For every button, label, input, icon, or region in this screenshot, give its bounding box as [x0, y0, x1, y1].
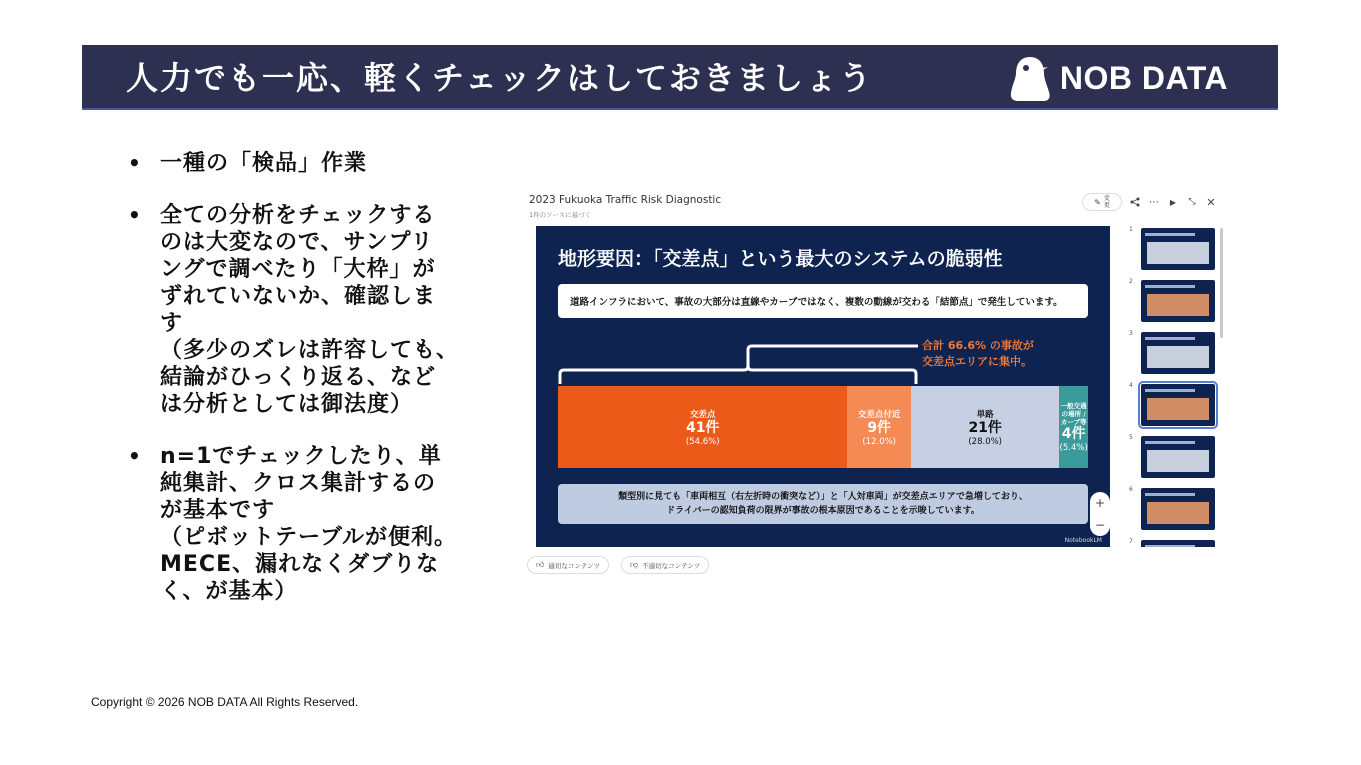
bullet-line: は分析としては御法度）: [160, 392, 414, 417]
bad-content-label: 不適切なコンテンツ: [642, 561, 701, 570]
bullet-line: のは大変なので、サンプリ: [160, 230, 434, 255]
bad-content-button[interactable]: [621, 556, 709, 574]
close-icon[interactable]: ✕: [1206, 195, 1216, 209]
bar-segment: [847, 386, 911, 468]
slide-thumbnail[interactable]: [1127, 382, 1222, 426]
good-content-button[interactable]: [527, 556, 609, 574]
bullet-line: n=1でチェックしたり、単: [160, 444, 442, 469]
notebooklm-brand: NotebookLM: [1064, 537, 1102, 544]
bullet-line: 結論がひっくり返る、など: [160, 365, 437, 390]
edit-label: 更: [1103, 202, 1110, 209]
thumbnail-content: [1147, 346, 1209, 368]
bullet-line: （ピボットテーブルが便利。: [160, 525, 458, 550]
segment-percent: (28.0%): [968, 436, 1002, 447]
bullet-line: 一種の「検品」作業: [160, 151, 368, 176]
bullet-line: ずれていないか、確認しま: [160, 284, 437, 309]
bullet-line: 全ての分析をチェックする: [160, 203, 436, 228]
thumbnail-image: [1141, 228, 1215, 270]
segment-count: 4件: [1061, 425, 1086, 442]
thumbnail-title-stripe: [1145, 493, 1195, 496]
segment-label: 単路: [976, 409, 994, 420]
pencil-icon: ✎: [1094, 197, 1101, 207]
segment-percent: (54.6%): [685, 436, 720, 447]
thumbnail-title-stripe: [1145, 441, 1195, 444]
thumbnail-content: [1147, 450, 1209, 472]
nob-data-logo: [1008, 55, 1228, 101]
penguin-icon: [1008, 55, 1052, 101]
zoom-in-button[interactable]: +: [1094, 496, 1106, 510]
thumbnail-number: 1: [1129, 226, 1133, 233]
slide-thumbnail[interactable]: [1127, 486, 1222, 530]
thumbnail-title-stripe: [1145, 545, 1195, 547]
thumbnail-image: [1141, 540, 1215, 547]
thumbnail-number: 3: [1129, 330, 1133, 337]
segment-label: 交差点付近: [857, 409, 901, 420]
bullet-line: が基本です: [160, 498, 276, 523]
bullet-line: （多少のズレは許容しても、: [160, 338, 460, 363]
bullet-list: [128, 150, 478, 630]
bullet-line: 純集計、クロス集計するの: [160, 471, 437, 496]
slide-title: 地形要因：「交差点」という最大のシステムの脆弱性: [558, 248, 1003, 270]
slide-thumbnail[interactable]: [1127, 434, 1222, 478]
thumbnail-content: [1147, 242, 1209, 264]
edit-label: 変: [1103, 195, 1110, 202]
good-content-label: 適切なコンテンツ: [548, 561, 601, 570]
slide-conclusion-box: [558, 484, 1088, 524]
bullet-marker: •: [128, 203, 141, 227]
bullet-text: [160, 443, 478, 605]
thumbnail-number: 7: [1129, 538, 1133, 545]
segment-count: 9件: [867, 419, 892, 436]
segment-percent: (12.0%): [862, 436, 896, 447]
edit-button[interactable]: [1082, 193, 1122, 211]
thumbnail-content: [1147, 502, 1209, 524]
bullet-text: [160, 150, 478, 177]
thumbnail-image: [1141, 280, 1215, 322]
notebook-viewer: [522, 188, 1224, 580]
callout-line: 合計 66.6% の事故が: [922, 339, 1034, 352]
slide-thumbnail[interactable]: [1127, 538, 1222, 547]
thumbnail-title-stripe: [1145, 389, 1195, 392]
bullet-marker: •: [128, 151, 141, 175]
bullet-item: [128, 443, 478, 605]
zoom-control: [1090, 492, 1110, 536]
callout-line: 交差点エリアに集中。: [922, 355, 1032, 368]
stacked-bar: [558, 386, 1088, 468]
bullet-marker: •: [128, 444, 141, 468]
segment-percent: (5.4%): [1059, 442, 1088, 453]
thumbnail-number: 4: [1129, 382, 1133, 389]
slide-thumbnails: [1127, 226, 1222, 547]
thumbnail-image: [1141, 488, 1215, 530]
bullet-line: MECE、漏れなくダブりな: [160, 552, 440, 577]
slide-summary-box: 道路インフラにおいて、事故の大部分は直線やカーブではなく、複数の動線が交わる「結節点」で発生しています。: [558, 284, 1088, 318]
header-banner: [82, 45, 1278, 110]
conclusion-line: ドライバーの認知負荷の限界が事故の根本原因であることを示唆しています。: [666, 506, 980, 516]
thumbnail-title-stripe: [1145, 285, 1195, 288]
segment-label: 交差点: [689, 409, 716, 420]
notebook-title: 2023 Fukuoka Traffic Risk Diagnostic: [529, 194, 722, 206]
zoom-out-button[interactable]: −: [1094, 518, 1106, 532]
source-count: 1件のソースに基づく: [529, 211, 592, 219]
share-icon[interactable]: [1128, 193, 1142, 211]
slide-thumbnail[interactable]: [1127, 226, 1222, 270]
intersection-bracket: [558, 344, 918, 384]
thumbnail-content: [1147, 398, 1209, 420]
logo-text: NOB DATA: [1059, 59, 1228, 96]
slide-thumbnail[interactable]: [1127, 278, 1222, 322]
thumbnail-number: 5: [1129, 434, 1133, 441]
bar-segment: [911, 386, 1059, 468]
thumbnail-image: [1141, 332, 1215, 374]
bullet-text: [160, 202, 478, 418]
thumbnail-number: 6: [1129, 486, 1133, 493]
bullet-item: [128, 150, 478, 177]
conclusion-line: 類型別に見ても「車両相互（右左折時の衝突など）」と「人対車両」が交差点エリアで急増しており、: [618, 492, 1028, 502]
thumbs-up-icon: 👍︎: [536, 560, 545, 569]
bullet-item: [128, 202, 478, 418]
bar-segment: [1059, 386, 1088, 468]
segment-count: 41件: [685, 419, 720, 436]
slide-preview: [536, 226, 1110, 547]
play-icon[interactable]: ▶: [1169, 197, 1177, 207]
slide-thumbnail[interactable]: [1127, 330, 1222, 374]
copyright: Copyright © 2026 NOB DATA All Rights Reserved.: [91, 695, 359, 709]
thumbnail-title-stripe: [1145, 233, 1195, 236]
bullet-line: く、が基本）: [160, 579, 298, 604]
thumbnail-image: [1141, 436, 1215, 478]
thumbnail-image: [1141, 384, 1215, 426]
bullet-line: ングで調べたり「大枠」が: [160, 257, 436, 282]
segment-label: 一般交通の場所 / カーブ等: [1060, 401, 1087, 426]
bar-segment: [558, 386, 847, 468]
thumbnail-content: [1147, 294, 1209, 316]
more-icon[interactable]: ⋯: [1149, 196, 1159, 208]
thumbnail-number: 2: [1129, 278, 1133, 285]
thumbnail-title-stripe: [1145, 337, 1195, 340]
thumbs-down-icon: 👎︎: [630, 560, 639, 569]
collapse-icon[interactable]: ⤡: [1188, 197, 1196, 207]
thumbnail-scrollbar[interactable]: [1220, 228, 1223, 338]
segment-count: 21件: [968, 419, 1002, 436]
total-callout: [922, 338, 1034, 370]
bullet-line: す: [160, 311, 184, 336]
page-title: 人力でも一応、軽くチェックはしておきましょう: [126, 59, 874, 97]
